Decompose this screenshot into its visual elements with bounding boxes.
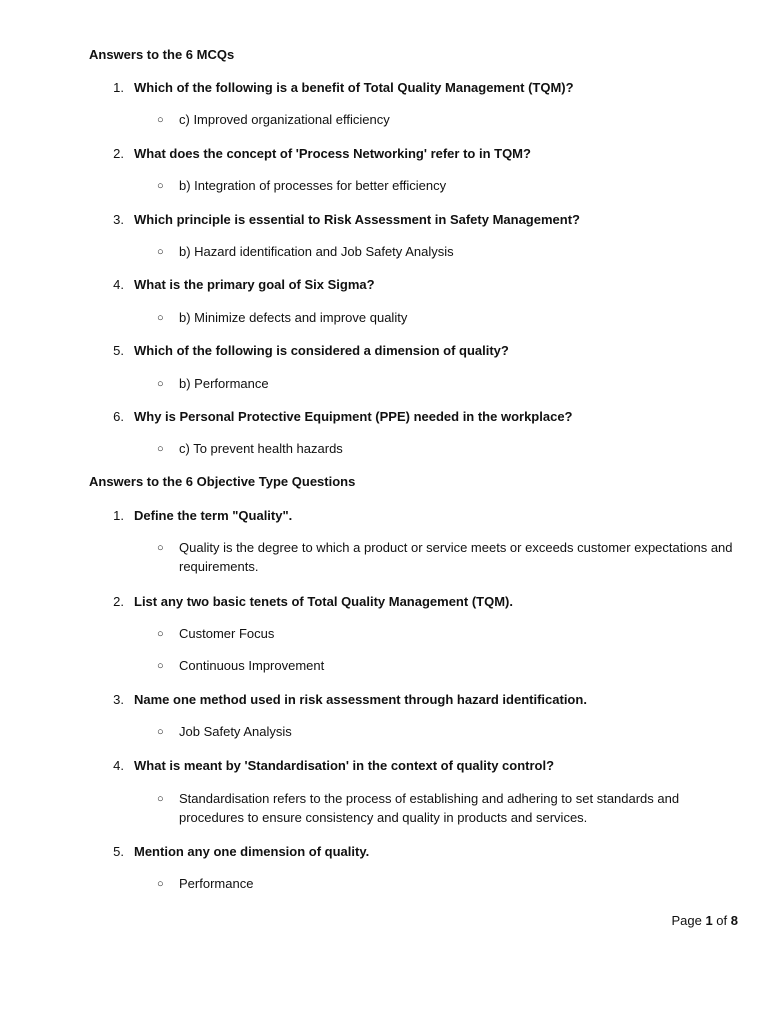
answer-text: b) Minimize defects and improve quality [179, 310, 408, 325]
answer-text: Standardisation refers to the process of establishing and adhering to set standards and procedures to ensure consistency and quality in products and services. [179, 791, 680, 825]
bullet-icon: ○ [157, 793, 164, 805]
answer-text: Performance [179, 876, 254, 891]
bullet-icon: ○ [157, 312, 164, 324]
question-text: What is meant by 'Standardisation' in the context of quality control? [134, 758, 555, 773]
question-text: List any two basic tenets of Total Quality Management (TQM). [134, 594, 513, 609]
total-page-count: 8 [730, 913, 738, 928]
bullet-icon: ○ [157, 660, 164, 672]
bullet-icon: ○ [157, 246, 164, 258]
current-page-number: 1 [705, 913, 713, 928]
question-number: 2. [113, 594, 124, 609]
answer-text: b) Hazard identification and Job Safety Analysis [179, 244, 454, 259]
question-number: 5. [113, 343, 124, 358]
question-text: Name one method used in risk assessment through hazard identification. [134, 692, 587, 707]
bullet-icon: ○ [157, 878, 164, 890]
answer-text: c) Improved organizational efficiency [179, 112, 390, 127]
bullet-icon: ○ [157, 542, 164, 554]
page-label: Page [671, 913, 702, 928]
answer-text: Quality is the degree to which a product or service meets or exceeds customer expectations and requirements. [179, 540, 733, 574]
question-text: Which principle is essential to Risk Assessment in Safety Management? [134, 212, 580, 227]
bullet-icon: ○ [157, 726, 164, 738]
page-of-label: of [716, 913, 728, 928]
bullet-icon: ○ [157, 378, 164, 390]
answer-text: Continuous Improvement [179, 658, 325, 673]
bullet-icon: ○ [157, 180, 164, 192]
bullet-icon: ○ [157, 443, 164, 455]
question-text: Which of the following is a benefit of Total Quality Management (TQM)? [134, 80, 574, 95]
page-footer [671, 911, 738, 930]
bullet-icon: ○ [157, 114, 164, 126]
answer-text: c) To prevent health hazards [179, 441, 343, 456]
question-text: Which of the following is considered a dimension of quality? [134, 343, 509, 358]
answer-text: Customer Focus [179, 626, 275, 641]
question-text: Define the term "Quality". [134, 508, 293, 523]
question-number: 3. [113, 692, 124, 707]
bullet-icon: ○ [157, 628, 164, 640]
question-number: 4. [113, 277, 124, 292]
question-number: 2. [113, 146, 124, 161]
section-heading-objective: Answers to the 6 Objective Type Questions [89, 474, 356, 489]
question-text: Mention any one dimension of quality. [134, 844, 370, 859]
question-number: 3. [113, 212, 124, 227]
answer-text: b) Integration of processes for better efficiency [179, 178, 447, 193]
question-text: What is the primary goal of Six Sigma? [134, 277, 375, 292]
question-number: 1. [113, 80, 124, 95]
answer-text: b) Performance [179, 376, 269, 391]
section-heading-mcqs: Answers to the 6 MCQs [89, 47, 235, 62]
question-text: What does the concept of 'Process Networking' refer to in TQM? [134, 146, 531, 161]
question-number: 4. [113, 758, 124, 773]
answer-text: Job Safety Analysis [179, 724, 292, 739]
question-number: 5. [113, 844, 124, 859]
question-number: 1. [113, 508, 124, 523]
question-number: 6. [113, 409, 124, 424]
question-text: Why is Personal Protective Equipment (PPE) needed in the workplace? [134, 409, 573, 424]
